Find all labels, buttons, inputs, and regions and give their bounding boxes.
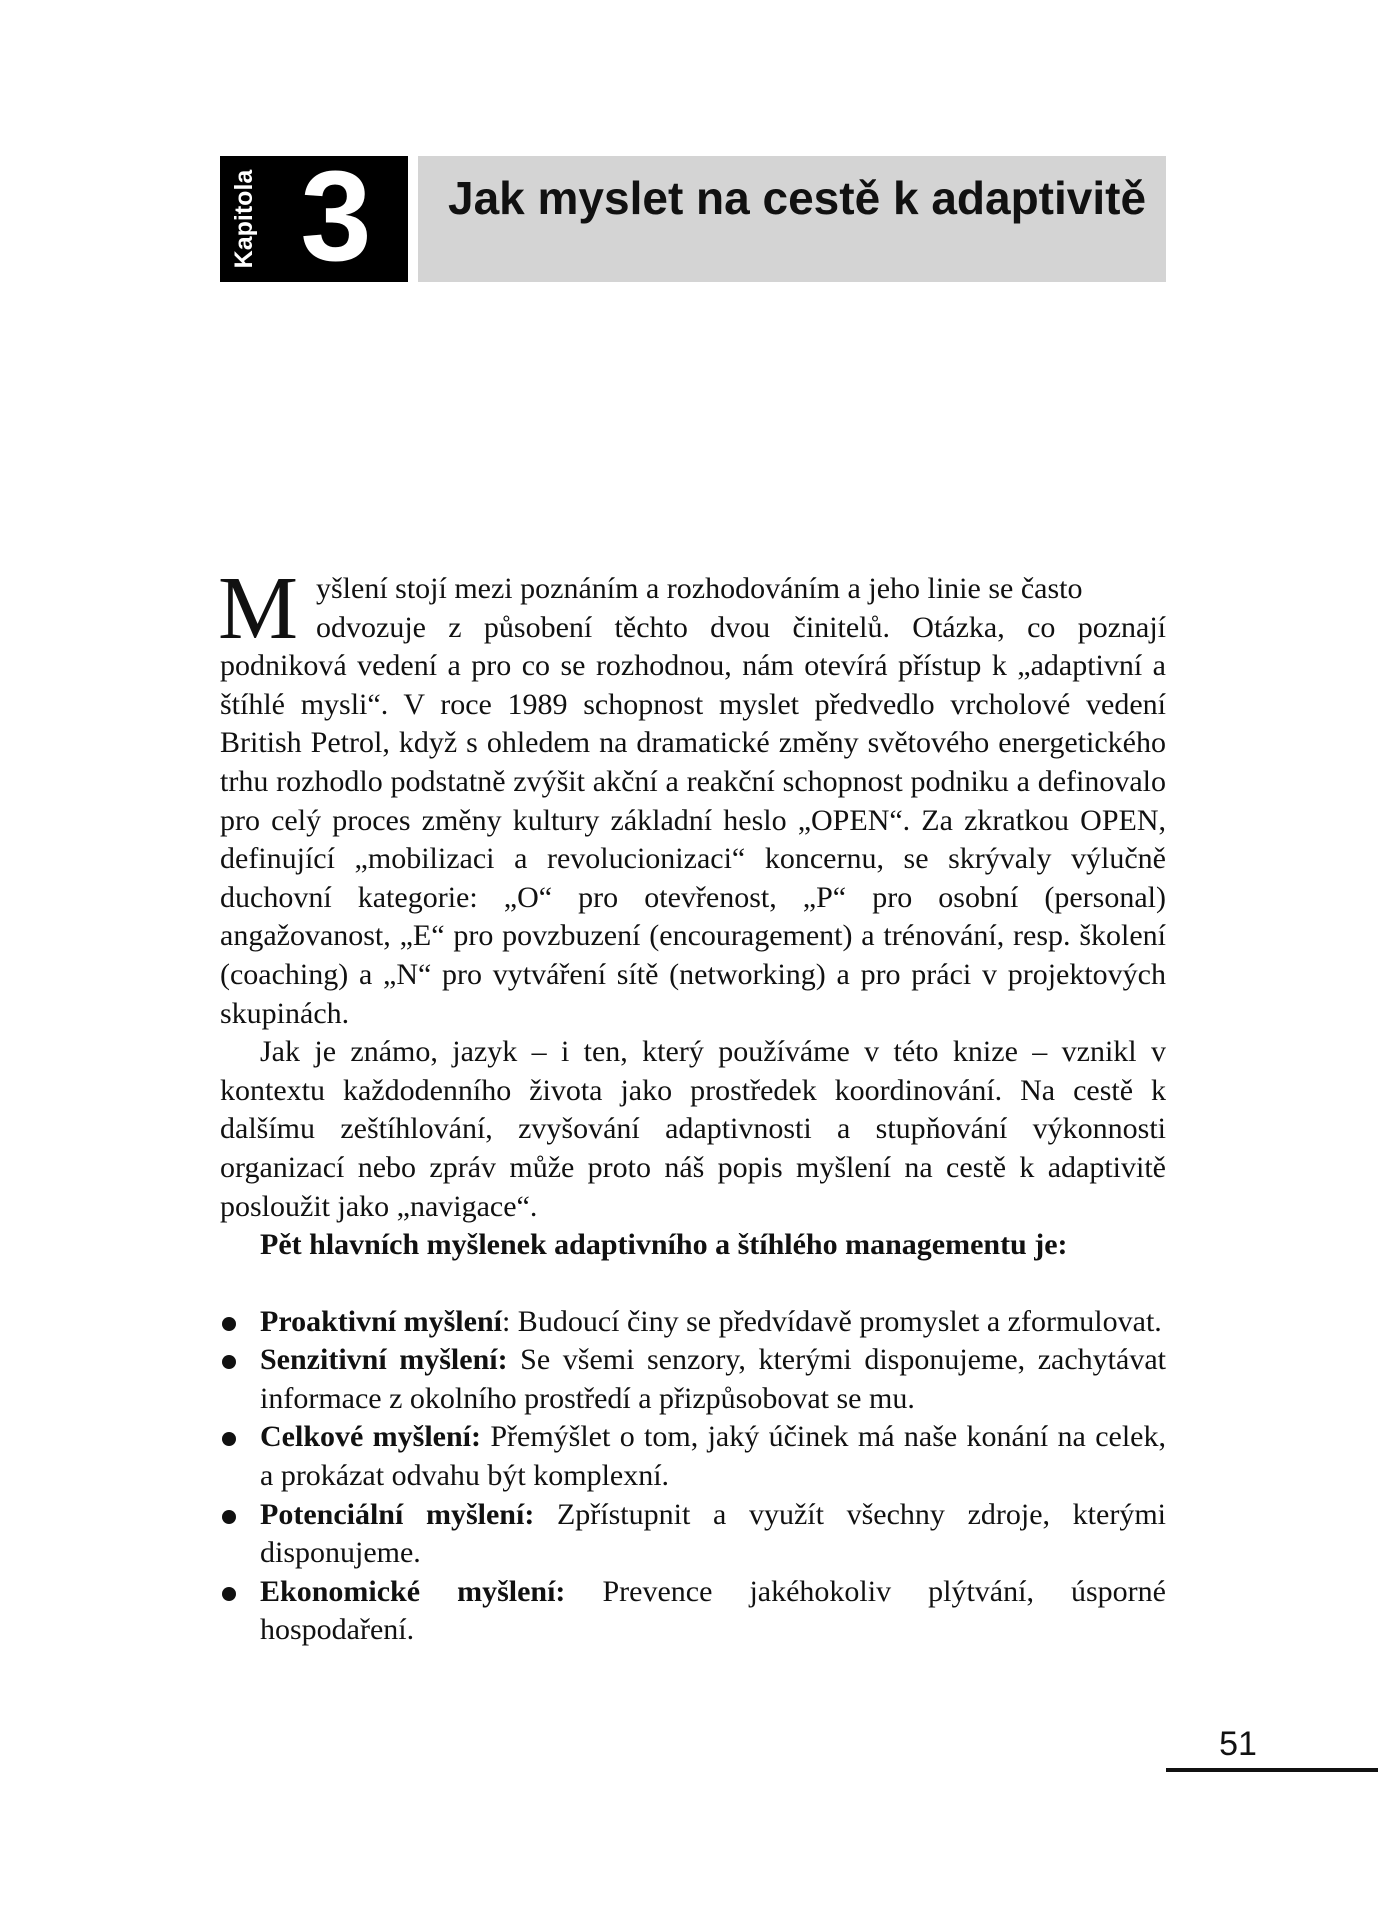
intro-first-line: yšlení stojí mezi poznáním a rozhodováním a jeho linie se často [316,572,1083,605]
intro-rest: Otázka, co poznají podniková vedení a pro co se rozhodnou, nám otevírá přístup k „adaptivní a štíhlé mysli“. V roce 1989 schopnost myslet předvedlo vrcholové vedení British Petrol, když s ohledem na dramatické změny světového energetického trhu rozhodlo podstatně zvýšit akční a reakční schopnost podniku a definovalo pro celý proces změny kultury základní heslo „OPEN“. Za zkratkou OPEN, definující „mobilizaci a revolucionizaci“ koncernu, se skrývaly výlučně duchovní kategorie: „O“ pro otevřenost, „P“ pro osobní (personal) angažovanost, „E“ pro povzbuzení (encouragement) a trénování, resp. školení (coaching) a „N“ pro vytváření sítě (networking) a pro práci v projektových skupinách. [220,610,1167,1030]
page-number: 51 [1219,1725,1257,1763]
chapter-title-bar [418,156,1166,282]
chapter-title: Jak myslet na cestě k adaptivitě [448,172,1147,224]
list-item [220,1341,1166,1418]
footer-rule [1166,1768,1378,1772]
thought-list [220,1303,1166,1650]
list-item [220,1418,1166,1495]
intro-paragraph [218,559,1167,1033]
list-item-text: : Budoucí činy se předvídavě promyslet a zformulovat. [501,1304,1162,1338]
chapter-badge [220,145,408,288]
list-item-term: Potenciální myšlení: [260,1497,535,1531]
list-item-term: Celkové myšlení: [260,1420,481,1454]
list-item-text: Se všemi senzory, kterými disponujeme, zachytávat informace z okolního prostředí a přizpůsobovat se mu. [260,1343,1166,1415]
chapter-label: Kapitola [230,169,258,269]
list-item-term: Senzitivní myšlení: [260,1343,508,1377]
list-item-text: Zpřístupnit a využít všechny zdroje, kterými disponujeme. [260,1497,1166,1570]
list-item-text: Přemýšlet o tom, jaký účinek má naše konání na celek, a prokázat odvahu být komplexní. [260,1420,1166,1493]
list-item [220,1303,1166,1342]
drop-cap: M [218,559,299,658]
list-item [220,1496,1166,1573]
list-item-term: Ekonomické myšlení: [260,1574,566,1608]
list-heading: Pět hlavních myšlenek adaptivního a štíhlého managementu je: [260,1228,1068,1262]
list-item-term: Proaktivní myšlení [260,1304,502,1338]
page-content [218,559,1167,1650]
list-item [220,1573,1166,1650]
chapter-number: 3 [300,145,372,288]
intro-second-line: odvozuje z působení těchto dvou činitelů. [316,610,890,644]
list-item-text: Prevence jakéhokoliv plýtvání, úsporné hospodaření. [260,1574,1166,1647]
paragraph-2: Jak je známo, jazyk – i ten, který používáme v této knize – vznikl v kontextu každodenního života jako prostředek koordinování. Na cestě k dalšímu zeštíhlování, zvyšování adaptivnosti a stupňování výkonnosti organizací nebo zpráv může proto náš popis myšlení na cestě k adaptivitě posloužit jako „navigace“. [220,1035,1166,1223]
